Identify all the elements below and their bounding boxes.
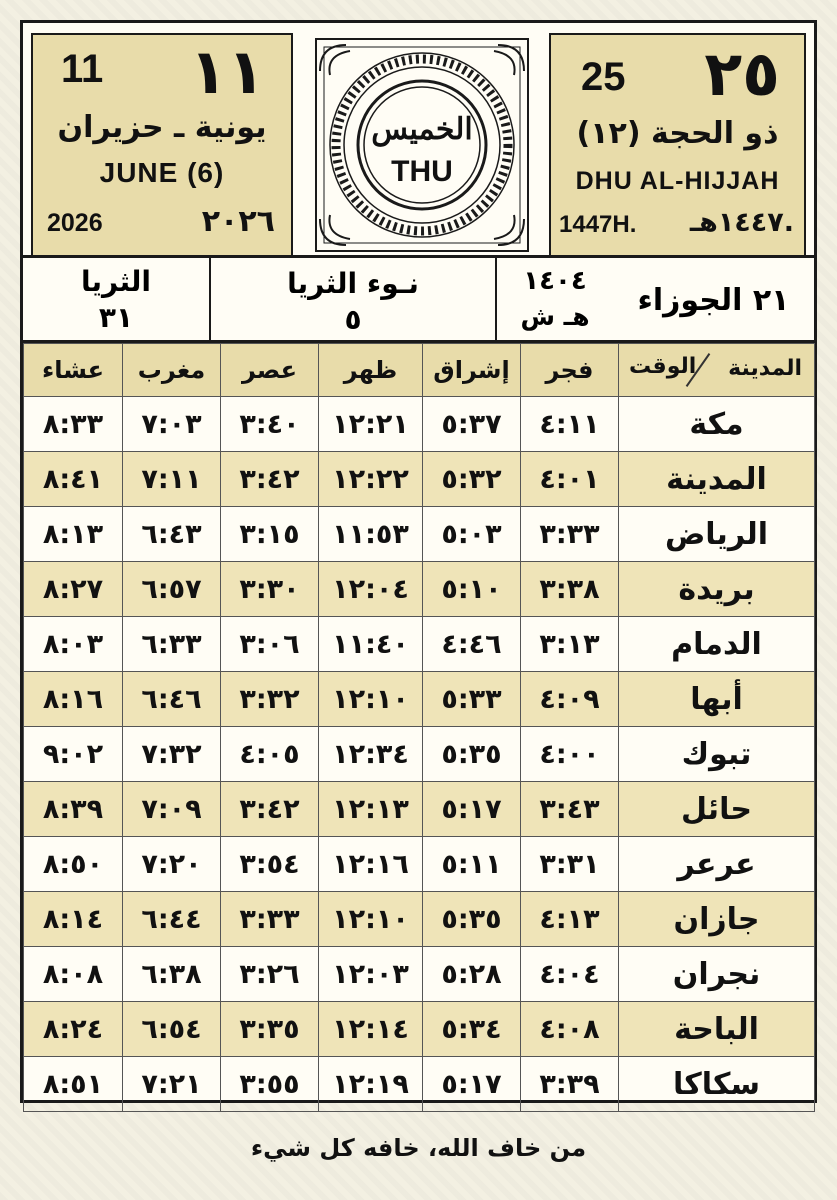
hijri-date-box [549, 33, 806, 259]
prayer-time-cell: ٥:٣٧ [423, 397, 521, 452]
zodiac-text: ٢١ الجوزاء [637, 283, 790, 318]
prayer-time-cell: ١٢:١٤ [319, 1002, 423, 1057]
prayer-time-cell: ٣:٣٢ [221, 672, 319, 727]
table-row [24, 837, 815, 892]
prayer-time-cell: ١٢:١٩ [319, 1057, 423, 1112]
gregorian-month-en: JUNE (6) [99, 157, 225, 188]
header-asr: عصر [221, 344, 319, 397]
gregorian-month-ar: يونية ـ حزيران [57, 110, 267, 145]
prayer-time-cell: ٣:٢٦ [221, 947, 319, 1002]
gregorian-day-ar: ١١ [189, 35, 265, 108]
star-name: الثريا [81, 265, 151, 298]
prayer-time-cell: ٦:٣٨ [123, 947, 221, 1002]
prayer-time-cell: ٨:٥١ [24, 1057, 123, 1112]
city-name: مكة [619, 397, 815, 452]
prayer-time-cell: ١٢:٣٤ [319, 727, 423, 782]
gregorian-day-en: 11 [61, 47, 104, 91]
prayer-time-cell: ٥:١٧ [423, 782, 521, 837]
prayer-time-cell: ٧:٣٢ [123, 727, 221, 782]
prayer-time-cell: ٣:٥٥ [221, 1057, 319, 1112]
gregorian-year-en: 2026 [47, 209, 103, 237]
header-city: المدينة [728, 356, 802, 381]
prayer-time-cell: ٣:٠٦ [221, 617, 319, 672]
city-name: بريدة [619, 562, 815, 617]
hijri-day-en: 25 [581, 55, 626, 99]
prayer-time-cell: ٣:٥٤ [221, 837, 319, 892]
zodiac-cell [613, 258, 814, 340]
prayer-time-cell: ١٢:١٠ [319, 672, 423, 727]
prayer-time-cell: ٥:٣٥ [423, 727, 521, 782]
prayer-time-cell: ١١:٤٠ [319, 617, 423, 672]
prayer-time-cell: ٣:٤٠ [221, 397, 319, 452]
table-header-row [24, 344, 815, 397]
star-cell [23, 258, 211, 340]
prayer-time-cell: ٣:٣١ [521, 837, 619, 892]
city-name: الرياض [619, 507, 815, 562]
header-time: الوقت [629, 354, 697, 379]
prayer-time-cell: ٣:٣٠ [221, 562, 319, 617]
hijri-day-ar: ٢٥ [704, 37, 780, 110]
city-name: الدمام [619, 617, 815, 672]
prayer-time-cell: ١١:٥٣ [319, 507, 423, 562]
naw-name: نـوء الثريا [287, 267, 419, 300]
prayer-time-cell: ٨:٢٤ [24, 1002, 123, 1057]
gregorian-year-ar: ٢٠٢٦ [201, 204, 275, 239]
prayer-time-cell: ٨:٢٧ [24, 562, 123, 617]
calendar-frame [20, 20, 817, 1103]
table-row [24, 947, 815, 1002]
hijri-month-ar: ذو الحجة (١٢) [576, 116, 779, 151]
table-row [24, 1002, 815, 1057]
prayer-time-cell: ٦:٥٧ [123, 562, 221, 617]
header-fajr: فجر [521, 344, 619, 397]
prayer-time-cell: ٤:٤٦ [423, 617, 521, 672]
prayer-time-cell: ٥:٠٣ [423, 507, 521, 562]
city-name: المدينة [619, 452, 815, 507]
prayer-time-cell: ٥:٢٨ [423, 947, 521, 1002]
table-row [24, 892, 815, 947]
prayer-time-cell: ٦:٤٤ [123, 892, 221, 947]
prayer-time-cell: ٧:٠٣ [123, 397, 221, 452]
solar-label: هـ ش [520, 302, 590, 331]
city-name: الباحة [619, 1002, 815, 1057]
prayer-time-cell: ١٢:١٦ [319, 837, 423, 892]
prayer-time-cell: ٧:٠٩ [123, 782, 221, 837]
prayer-time-cell: ٤:٠٠ [521, 727, 619, 782]
prayer-time-cell: ٧:٢١ [123, 1057, 221, 1112]
prayer-time-cell: ٤:٠٩ [521, 672, 619, 727]
city-name: عرعر [619, 837, 815, 892]
prayer-time-cell: ٤:١٣ [521, 892, 619, 947]
prayer-time-cell: ٥:٣٤ [423, 1002, 521, 1057]
prayer-time-cell: ٣:٤٣ [521, 782, 619, 837]
prayer-time-cell: ٣:٣٥ [221, 1002, 319, 1057]
prayer-time-cell: ٥:٣٥ [423, 892, 521, 947]
table-row [24, 452, 815, 507]
header-maghrib: مغرب [123, 344, 221, 397]
city-name: سكاكا [619, 1057, 815, 1112]
table-row [24, 782, 815, 837]
prayer-time-cell: ٨:٠٨ [24, 947, 123, 1002]
prayer-time-cell: ٣:٣٨ [521, 562, 619, 617]
solar-hijri-cell [497, 258, 613, 340]
prayer-time-cell: ٩:٠٢ [24, 727, 123, 782]
solar-year: ١٤٠٤ [523, 266, 587, 296]
gregorian-date-box [31, 33, 293, 259]
prayer-time-cell: ١٢:٢١ [319, 397, 423, 452]
prayer-time-cell: ٥:١٠ [423, 562, 521, 617]
prayer-time-cell: ٣:٣٩ [521, 1057, 619, 1112]
prayer-time-cell: ٥:٣٣ [423, 672, 521, 727]
prayer-time-cell: ٧:١١ [123, 452, 221, 507]
naw-day: ٥ [344, 303, 362, 336]
header-dhuhr: ظهر [319, 344, 423, 397]
prayer-time-cell: ٨:١٤ [24, 892, 123, 947]
table-row [24, 1057, 815, 1112]
prayer-time-cell: ٨:١٣ [24, 507, 123, 562]
prayer-time-cell: ١٢:١٠ [319, 892, 423, 947]
prayer-times-table [23, 343, 815, 1112]
prayer-time-cell: ٨:٠٣ [24, 617, 123, 672]
prayer-time-cell: ٦:٥٤ [123, 1002, 221, 1057]
naw-cell [211, 258, 497, 340]
prayer-time-cell: ٣:٤٢ [221, 452, 319, 507]
weekday-ar: الخميس [371, 112, 473, 147]
prayer-time-cell: ٨:٣٩ [24, 782, 123, 837]
prayer-time-cell: ٣:١٥ [221, 507, 319, 562]
prayer-time-cell: ١٢:١٣ [319, 782, 423, 837]
prayer-time-cell: ٥:١١ [423, 837, 521, 892]
city-name: نجران [619, 947, 815, 1002]
prayer-time-cell: ٦:٣٣ [123, 617, 221, 672]
prayer-time-cell: ٤:١١ [521, 397, 619, 452]
header-isha: عشاء [24, 344, 123, 397]
hijri-month-en: DHU AL-HIJJAH [575, 167, 780, 195]
prayer-time-cell: ٥:٣٢ [423, 452, 521, 507]
hijri-year-ar: ١٤٤٧هـ. [689, 207, 794, 238]
prayer-time-cell: ١٢:٢٢ [319, 452, 423, 507]
star-day: ٣١ [98, 301, 134, 334]
city-name: جازان [619, 892, 815, 947]
table-row [24, 397, 815, 452]
prayer-time-cell: ٨:٣٣ [24, 397, 123, 452]
prayer-time-cell: ٦:٤٦ [123, 672, 221, 727]
prayer-time-cell: ٦:٤٣ [123, 507, 221, 562]
weekday-emblem [306, 31, 538, 259]
prayer-time-cell: ٤:٠٨ [521, 1002, 619, 1057]
table-row [24, 727, 815, 782]
header-city-time [619, 344, 815, 397]
table-row [24, 617, 815, 672]
city-name: حائل [619, 782, 815, 837]
prayer-time-cell: ٤:٠١ [521, 452, 619, 507]
prayer-time-cell: ٧:٢٠ [123, 837, 221, 892]
city-name: أبها [619, 672, 815, 727]
prayer-time-cell: ٤:٠٤ [521, 947, 619, 1002]
prayer-time-cell: ٨:١٦ [24, 672, 123, 727]
prayer-time-cell: ٨:٥٠ [24, 837, 123, 892]
prayer-time-cell: ١٢:٠٣ [319, 947, 423, 1002]
prayer-time-cell: ٥:١٧ [423, 1057, 521, 1112]
weekday-en: THU [391, 155, 453, 188]
info-row [23, 255, 814, 343]
hijri-year-en: 1447H. [559, 211, 637, 238]
prayer-time-cell: ٣:٤٢ [221, 782, 319, 837]
prayer-time-cell: ٣:٣٣ [521, 507, 619, 562]
table-row [24, 672, 815, 727]
footer-quote: من خاف الله، خافه كل شيء [250, 1134, 587, 1162]
table-row [24, 507, 815, 562]
city-name: تبوك [619, 727, 815, 782]
prayer-time-cell: ٤:٠٥ [221, 727, 319, 782]
header-shuruq: إشراق [423, 344, 521, 397]
prayer-time-cell: ١٢:٠٤ [319, 562, 423, 617]
table-row [24, 562, 815, 617]
prayer-time-cell: ٨:٤١ [24, 452, 123, 507]
prayer-time-cell: ٣:١٣ [521, 617, 619, 672]
prayer-time-cell: ٣:٣٣ [221, 892, 319, 947]
